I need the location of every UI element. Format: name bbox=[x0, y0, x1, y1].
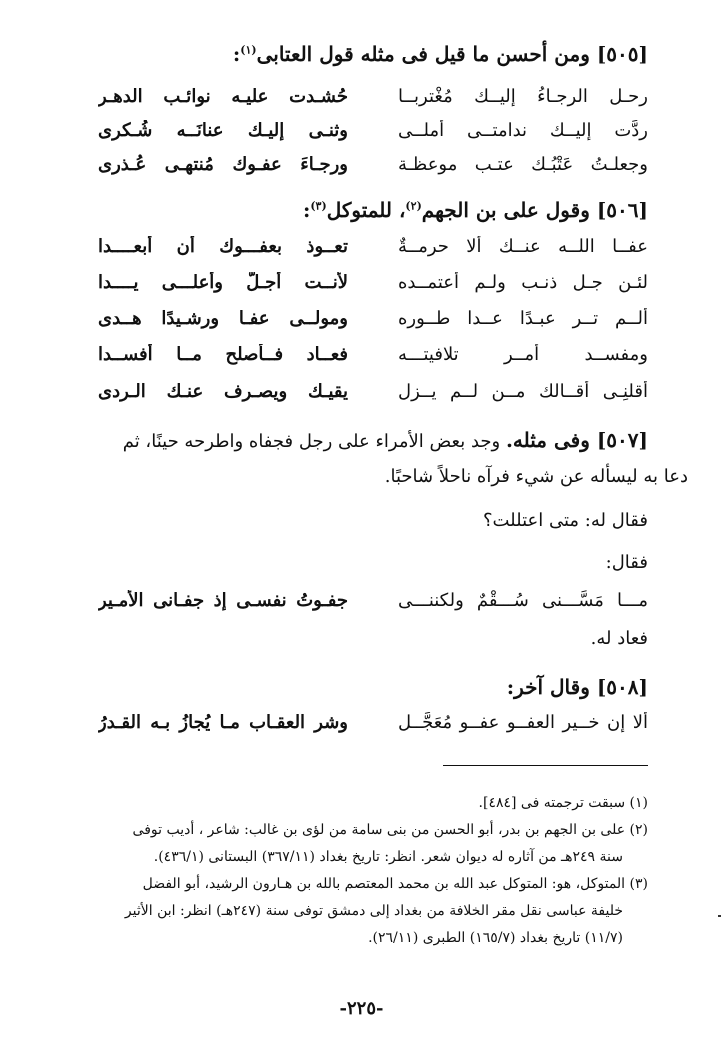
verse-hemistich-first: لئـن جـل ذنـب ولـم أعتمــده bbox=[398, 272, 648, 293]
verse-hemistich-second: حُشـدت عليـه نوائـب الدهـر bbox=[98, 86, 348, 107]
verse-hemistich-first: مـــا مَسَّـــنى سُـــقْمٌ ولكننـــى bbox=[398, 590, 648, 611]
footnote-2-cont: سنة ٢٤٩هـ من آثاره له ديوان شعر. انظر: تاريخ بغداد (٣٦٧/١١) البستانى (٤٣٦/١). bbox=[153, 849, 623, 865]
verse-hemistich-first: ألا إن خــير العفــو عفــو مُعَجَّــل bbox=[398, 712, 648, 733]
page-number: -٢٢٥- bbox=[339, 998, 384, 1019]
verse-hemistich-first: وجعلـتُ عَتْبُـك عتـب موعظـة bbox=[398, 154, 648, 175]
verse-hemistich-first: أقلنِـى أقــالك مــن لــم يــزل bbox=[398, 381, 648, 402]
footnote-1: (١) سبقت ترجمته فى [٤٨٤]. bbox=[478, 795, 648, 811]
footnote-ref-2[interactable]: (٢) bbox=[405, 199, 422, 213]
section-507-question: فقال له: متى اعتللت؟ bbox=[482, 510, 648, 531]
footnote-3-cont-1: خليفة عباسى نقل مقر الخلافة من بغداد إلى دمشق توفى سنة (٢٤٧هـ) انظر: ابن الأثير bbox=[124, 903, 623, 919]
verse-hemistich-second: وشر العقـاب مـا يُجازُ بـه القـدرُ bbox=[98, 712, 348, 733]
section-507-line-1: [٥٠٧] وفى مثله. وجد بعض الأمراء على رجل فجفاه واطرحه حينًا، ثم bbox=[122, 428, 648, 452]
verse-hemistich-first: عفــا اللــه عنــك ألا حرمــةٌ bbox=[398, 236, 648, 257]
section-507-answer-intro: فقال: bbox=[605, 552, 648, 573]
verse-hemistich-first: ألــم تــر عبـدًا عــدا طــوره bbox=[398, 308, 648, 329]
section-507-line-2: دعا به ليسأله عن شيء فرآه ناحلاً شاحبًا. bbox=[384, 466, 688, 487]
verse-hemistich-second: ومولــى عفـا ورشـيدًا هــدى bbox=[98, 308, 348, 329]
section-508-heading: [٥٠٨] وقال آخر: bbox=[506, 675, 648, 699]
footnote-ref-3[interactable]: (٣) bbox=[310, 199, 327, 213]
footnote-3: (٣) المتوكل، هو: المتوكل عبد الله بن محمد المعتصم بالله بن هـارون الرشيد، أبو الفضل bbox=[142, 876, 648, 892]
verse-hemistich-second: جفـوتُ نفسـى إذ جفـانى الأمـير bbox=[98, 590, 348, 611]
verse-hemistich-second: وثنـى إليـك عنانَــه شُـكرى bbox=[98, 120, 348, 141]
footnote-2: (٢) على بن الجهم بن بدر، أبو الحسن من بنى سامة من لؤى بن غالب: شاعر ، أديب توفى bbox=[132, 822, 648, 838]
section-507-label: [٥٠٧] وفى مثله. bbox=[505, 428, 648, 452]
verse-hemistich-first: ردَّت إليــك ندامتــى أملــى bbox=[398, 120, 648, 141]
footnote-ref-1[interactable]: (١) bbox=[240, 43, 257, 57]
section-505-heading: [٥٠٥] ومن أحسن ما قيل فى مثله قول العتابى$^{(١)}$: bbox=[232, 42, 648, 66]
verse-hemistich-first: رحـل الرجـاءُ إليــك مُغْتربــا bbox=[398, 86, 648, 107]
section-506-heading: [٥٠٦] وقول على بن الجهم$^{(٢)}$، للمتوكل$^{(٣)}$: bbox=[302, 198, 648, 222]
verse-hemistich-first: ومفســد أمــر تلافيتـــه bbox=[398, 344, 648, 365]
footnote-3-cont-2: (١١/٧) تاريخ بغداد (١٦٥/٧) الطبرى (٢٦/١١). bbox=[368, 930, 623, 946]
verse-hemistich-second: يقيـك ويصـرف عنـك الـردى bbox=[98, 381, 348, 402]
verse-hemistich-second: فعــاد فــأصلح مــا أفســدا bbox=[98, 344, 348, 365]
verse-hemistich-second: ورجـاءَ عفـوك مُنتهـى عُـذرى bbox=[98, 154, 348, 175]
edge-mark bbox=[718, 915, 721, 917]
verse-hemistich-second: لأنــت أجـلّ وأعلـــى يــــدا bbox=[98, 272, 348, 293]
footnote-divider bbox=[443, 765, 648, 766]
section-507-ending: فعاد له. bbox=[590, 628, 648, 649]
verse-hemistich-second: تعــوذ بعفـــوك أن أُبعــــدا bbox=[98, 236, 348, 257]
